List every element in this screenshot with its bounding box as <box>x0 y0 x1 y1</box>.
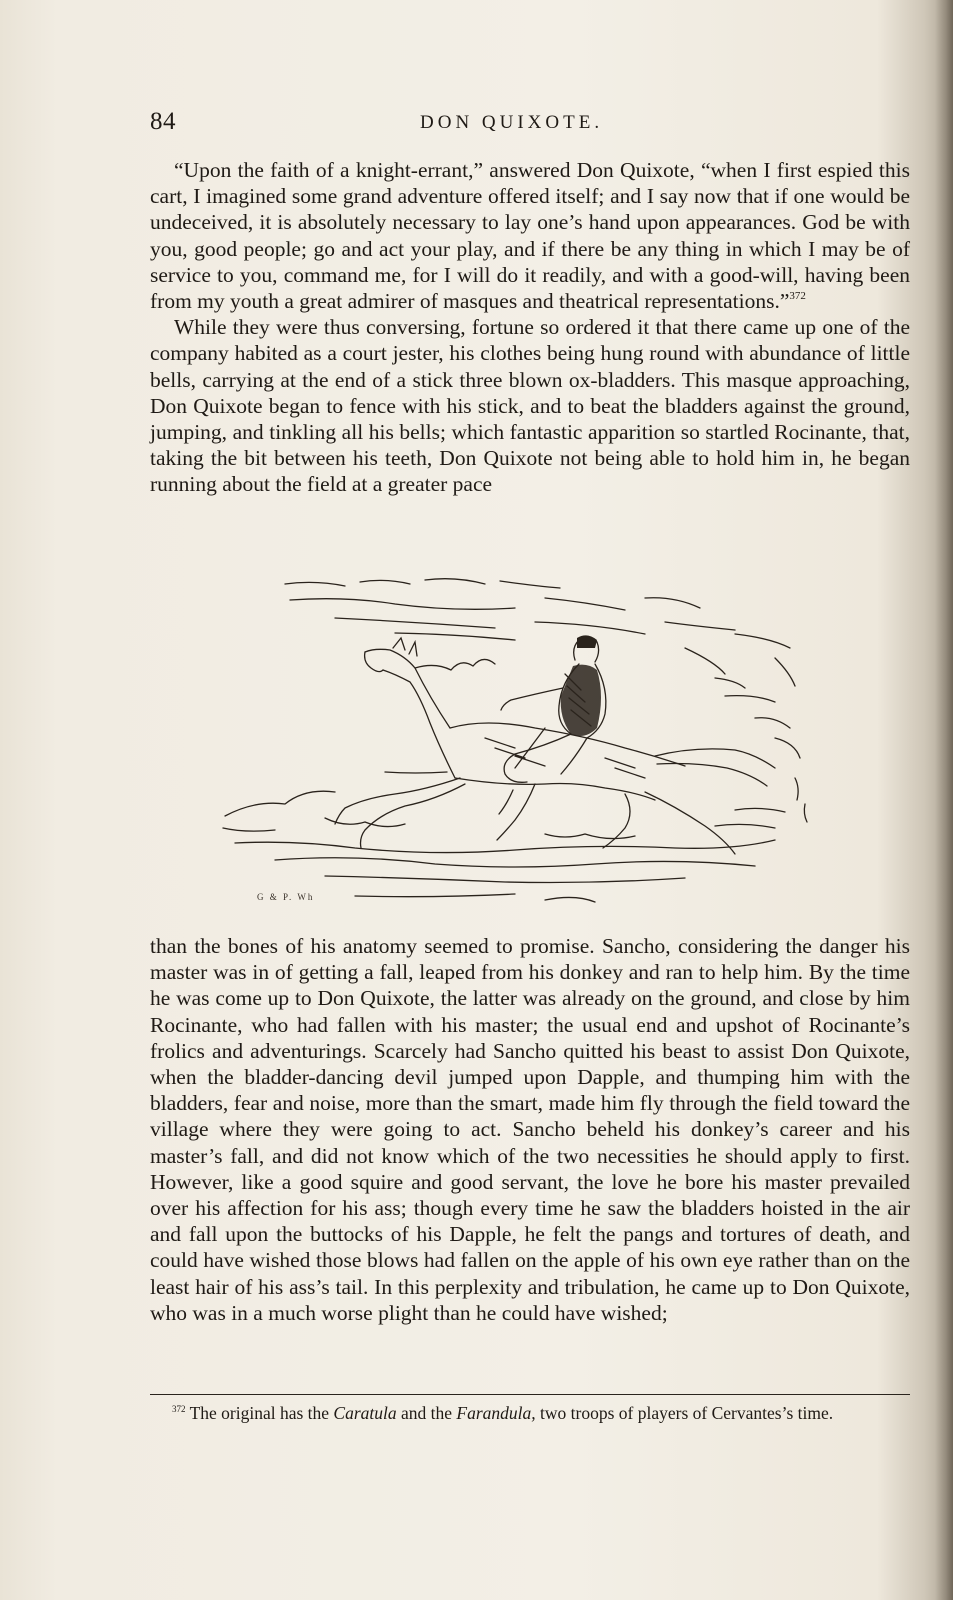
footnote-term-caratula: Caratula <box>333 1403 397 1423</box>
paragraph-text: than the bones of his anatomy seemed to promise. Sancho, considering the danger his master was in of getting a fall, leaped from his donkey and ran to help him. By the time he was come up to Don Quixote, the latter was already on the ground, and close by him Rocinante, who had fallen with his master; the usual end and upshot of Rocinante’s frolics and adventurings. Scarcely had Sancho quitted his beast to assist Don Quixote, when the bladder-dancing devil jumped upon Dapple, and thumping him with the bladders, fear and noise, more than the smart, made him fly through the field toward the village where they were going to act. Sancho beheld his donkey’s career and his master’s fall, and did not know which of the two necessities he should apply to first. However, like a good squire and good servant, the love he bore his master prevailed over his affection for his ass; though every time he saw the bladders hoisted in the air and fall upon the buttocks of his Dapple, he felt the pangs and tortures of death, and could have wished those blows had fallen on the apple of his own eye rather than on the least hair of his ass’s tail. In this perplexity and tribulation, he came up to Don Quixote, who was in a much worse plight than he could have wished; <box>150 934 910 1325</box>
running-title: DON QUIXOTE. <box>420 112 604 133</box>
footnote-text-and: and the <box>401 1403 453 1423</box>
top-text-block <box>150 157 910 498</box>
footnote-text-end: two troops of players of Cervantes’s time. <box>540 1403 834 1423</box>
paragraph-jester <box>150 314 910 497</box>
paragraph-text: “Upon the faith of a knight-errant,” answered Don Quixote, “when I first espied this cart, I imagined some grand adventure offered itself; and I say now that if one would be undeceived, it is absolutely necessary to lay one’s hand upon appearances. God be with you, good people; go and act your play, and if there be any thing in which I may be of service to you, command me, for I will do it readily, and with a good-will, having been from my youth a great admirer of masques and theatrical representations.” <box>150 158 910 314</box>
footnote <box>150 1402 910 1425</box>
page-gutter-shadow <box>935 0 953 1600</box>
horse-and-rider-engraving <box>215 578 825 918</box>
footnote-term-farandula: Farandula, <box>456 1403 536 1423</box>
footnote-text-start: The original has the <box>189 1403 330 1423</box>
paragraph-quixote-speech <box>150 157 910 314</box>
footnote-divider <box>150 1394 910 1395</box>
bottom-text-block <box>150 933 910 1326</box>
footnote-number: 372 <box>172 1404 186 1414</box>
paragraph-text: While they were thus conversing, fortune so ordered it that there came up one of the company habited as a court jester, his clothes being hung round with abundance of little bells, carrying at the end of a stick three blown ox-bladders. This masque approaching, Don Quixote began to fence with his stick, and to beat the bladders against the ground, jumping, and tinkling all his bells; which fantastic apparition so startled Rocinante, that, taking the bit between his teeth, Don Quixote not being able to hold him in, he began running about the field at a greater pace <box>150 315 910 497</box>
woodcut-illustration <box>215 578 825 918</box>
engraver-signature: G & P. Wh <box>257 892 315 902</box>
paragraph-sancho <box>150 933 910 1326</box>
page-number: 84 <box>150 108 176 135</box>
footnote-reference[interactable]: 372 <box>789 290 806 303</box>
page-header <box>150 108 908 142</box>
